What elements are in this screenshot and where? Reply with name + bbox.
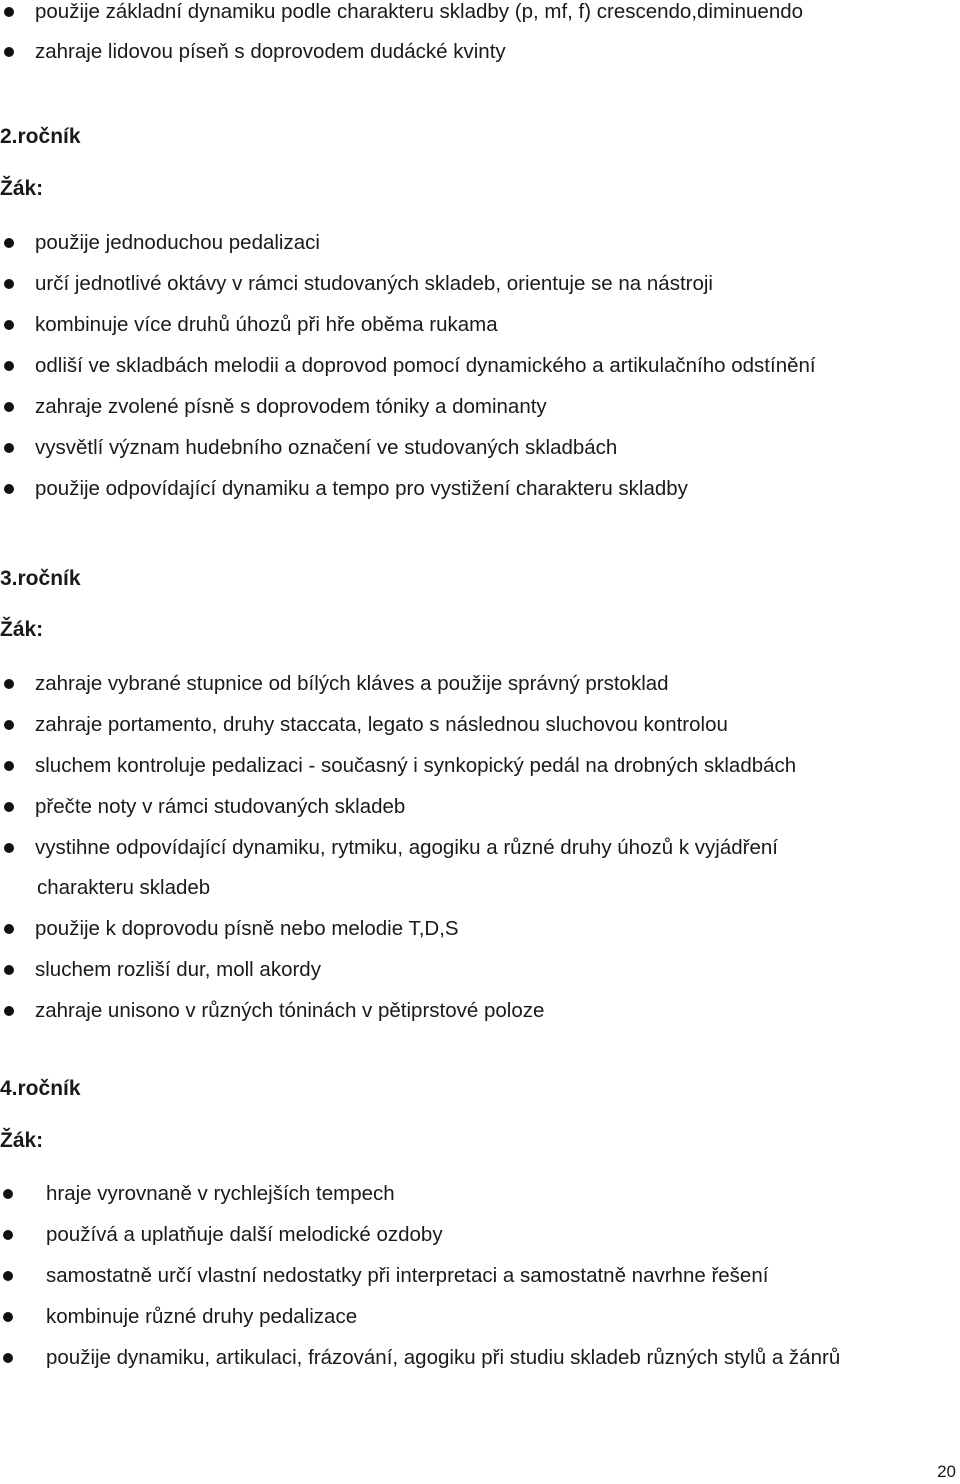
section-subheading: Žák: (0, 177, 44, 200)
bullet-icon (4, 47, 14, 57)
list-item-text: sluchem rozliší dur, moll akordy (35, 958, 321, 981)
list-item (35, 958, 321, 982)
bullet-icon (3, 1312, 13, 1322)
list-item (46, 1346, 840, 1370)
list-item-text: kombinuje různé druhy pedalizace (46, 1305, 358, 1328)
list-item-text: použije základní dynamiku podle charakteru skladby (p, mf, f) crescendo,diminuendo (35, 0, 804, 23)
list-item-text: samostatně určí vlastní nedostatky při interpretaci a samostatně navrhne řešení (46, 1264, 769, 1287)
bullet-icon (4, 924, 14, 934)
bullet-icon (4, 279, 14, 289)
section-heading: 3.ročník (0, 567, 81, 590)
bullet-icon (4, 761, 14, 771)
list-item (35, 917, 459, 941)
bullet-icon (4, 238, 14, 248)
list-item-text: zahraje vybrané stupnice od bílých kláves a použije správný prstoklad (35, 672, 669, 695)
list-item (35, 40, 506, 64)
list-item (35, 754, 796, 778)
list-item (35, 795, 405, 819)
bullet-icon (4, 679, 14, 689)
page-number: 20 (937, 1462, 956, 1481)
list-item-text: používá a uplatňuje další melodické ozdoby (46, 1223, 443, 1246)
list-item (46, 1264, 768, 1288)
bullet-icon (3, 1271, 13, 1281)
list-item-text: zahraje unisono v různých tóninách v pětiprstové poloze (35, 999, 545, 1022)
list-item-text: vysvětlí význam hudebního označení ve studovaných skladbách (35, 436, 618, 459)
list-item (35, 272, 713, 296)
list-item (35, 672, 669, 696)
list-item (35, 436, 617, 460)
list-item-continuation: charakteru skladeb (37, 876, 211, 899)
list-item-text: odliší ve skladbách melodii a doprovod pomocí dynamického a artikulačního odstínění (35, 354, 816, 377)
list-item (35, 477, 688, 501)
list-item-text: sluchem kontroluje pedalizaci - současný i synkopický pedál na drobných skladbách (35, 754, 797, 777)
list-item (46, 1305, 357, 1329)
list-item-text: přečte noty v rámci studovaných skladeb (35, 795, 406, 818)
section-heading: 2.ročník (0, 125, 81, 148)
list-item-text: zahraje lidovou píseň s doprovodem dudácké kvinty (35, 40, 506, 63)
list-item-text: vystihne odpovídající dynamiku, rytmiku, agogiku a různé druhy úhozů k vyjádření (35, 836, 778, 859)
bullet-icon (4, 7, 14, 17)
section-subheading: Žák: (0, 618, 44, 641)
list-item-text: použije jednoduchou pedalizaci (35, 231, 320, 254)
list-item (35, 836, 778, 860)
list-item (35, 713, 728, 737)
list-item-text: zahraje portamento, druhy staccata, legato s následnou sluchovou kontrolou (35, 713, 728, 736)
bullet-icon (4, 320, 14, 330)
list-item-text: určí jednotlivé oktávy v rámci studovaných skladeb, orientuje se na nástroji (35, 272, 713, 295)
bullet-icon (4, 484, 14, 494)
list-item (35, 313, 498, 337)
list-item-text: kombinuje více druhů úhozů při hře oběma rukama (35, 313, 498, 336)
list-item (46, 1223, 443, 1247)
list-item (35, 354, 816, 378)
section-subheading: Žák: (0, 1129, 44, 1152)
list-item-text: zahraje zvolené písně s doprovodem tóniky a dominanty (35, 395, 547, 418)
list-item-text: hraje vyrovnaně v rychlejších tempech (46, 1182, 395, 1205)
list-item (35, 0, 803, 24)
section-heading: 4.ročník (0, 1077, 81, 1100)
bullet-icon (4, 1006, 14, 1016)
list-item (35, 999, 544, 1023)
bullet-icon (3, 1353, 13, 1363)
bullet-icon (4, 965, 14, 975)
bullet-icon (4, 402, 14, 412)
list-item-text: použije k doprovodu písně nebo melodie T,D,S (35, 917, 459, 940)
list-item (35, 231, 320, 255)
list-item (46, 1182, 395, 1206)
bullet-icon (4, 720, 14, 730)
bullet-icon (4, 443, 14, 453)
bullet-icon (4, 361, 14, 371)
list-item-text: použije odpovídající dynamiku a tempo pro vystižení charakteru skladby (35, 477, 688, 500)
bullet-icon (3, 1189, 13, 1199)
list-item (35, 395, 547, 419)
bullet-icon (3, 1230, 13, 1240)
bullet-icon (4, 802, 14, 812)
list-item-text: použije dynamiku, artikulaci, frázování, agogiku při studiu skladeb různých stylů a žánrů (46, 1346, 841, 1369)
bullet-icon (4, 843, 14, 853)
